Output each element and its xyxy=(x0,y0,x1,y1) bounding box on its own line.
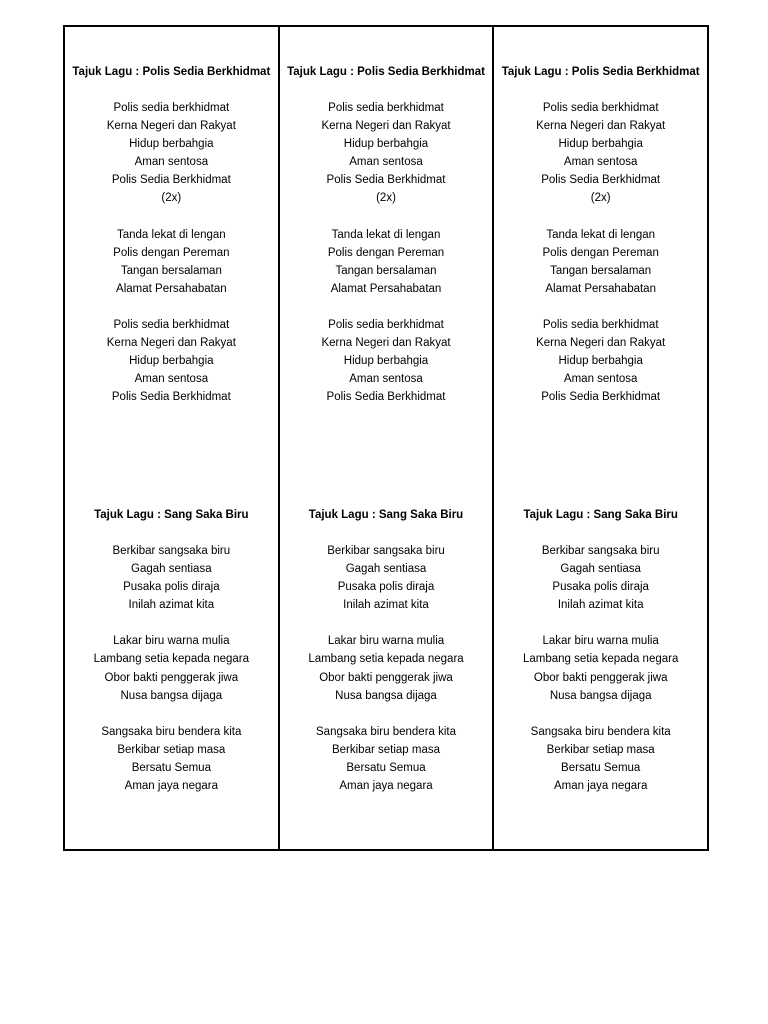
lyric-line: Aman jaya negara xyxy=(124,780,218,793)
lyric-line: Sangsaka biru bendera kita xyxy=(530,725,671,738)
song-title: Tajuk Lagu : Sang Saka Biru xyxy=(94,509,249,521)
lyric-line: Inilah azimat kita xyxy=(128,599,215,612)
lyric-line: Berkibar setiap masa xyxy=(331,743,441,756)
lyric-line: Aman sentosa xyxy=(134,156,209,169)
verse xyxy=(494,99,707,208)
lyric-line: Polis sedia berkhidmat xyxy=(542,318,659,331)
lyric-line: Aman sentosa xyxy=(563,156,638,169)
lyric-line: Hidup berbahgia xyxy=(558,138,643,151)
lyric-line: Obor bakti penggerak jiwa xyxy=(533,671,668,684)
verse xyxy=(494,316,707,406)
verse xyxy=(280,723,493,795)
lyric-line: Kerna Negeri dan Rakyat xyxy=(536,120,666,133)
lyric-line: Nusa bangsa dijaga xyxy=(120,689,223,702)
lyric-line: Polis Sedia Berkhidmat xyxy=(541,391,661,404)
verse xyxy=(280,542,493,614)
lyric-line: Bersatu Semua xyxy=(561,761,641,774)
lyric-line: Berkibar sangsaka biru xyxy=(327,545,445,557)
lyric-line: Gagah sentiasa xyxy=(560,563,641,576)
lyric-line: Pusaka polis diraja xyxy=(337,581,435,594)
song-block xyxy=(65,506,278,813)
lyric-line: Aman sentosa xyxy=(349,156,423,169)
lyric-line: Hidup berbahgia xyxy=(129,355,214,368)
lyric-line: Lakar biru warna mulia xyxy=(327,635,445,648)
lyric-line: Lambang setia kepada negara xyxy=(522,653,679,666)
lyric-line: Sangsaka biru bendera kita xyxy=(101,725,242,738)
lyric-line: Kerna Negeri dan Rakyat xyxy=(106,120,236,133)
lyric-line: Pusaka polis diraja xyxy=(552,581,649,594)
song-block xyxy=(280,63,493,424)
lyric-line: Lakar biru warna mulia xyxy=(113,635,230,648)
lyric-line: Polis dengan Pereman xyxy=(327,246,445,259)
lyric-line: (2x) xyxy=(590,192,611,205)
lyric-line: Berkibar setiap masa xyxy=(117,743,226,756)
lyric-line: Aman jaya negara xyxy=(339,780,433,793)
song-block xyxy=(494,63,707,424)
song-title: Tajuk Lagu : Polis Sedia Berkhidmat xyxy=(72,66,271,78)
lyric-line: Obor bakti penggerak jiwa xyxy=(104,671,239,684)
verse xyxy=(65,226,278,298)
verse xyxy=(280,632,493,704)
lyric-line: Lambang setia kepada negara xyxy=(93,653,250,666)
lyrics-column xyxy=(492,27,707,849)
verse xyxy=(494,723,707,795)
lyrics-column xyxy=(278,27,493,849)
lyric-line: Polis Sedia Berkhidmat xyxy=(326,174,446,187)
lyric-line: Tanda lekat di lengan xyxy=(331,228,441,241)
song-block xyxy=(65,63,278,424)
lyric-line: Polis Sedia Berkhidmat xyxy=(111,391,231,404)
lyric-line: Inilah azimat kita xyxy=(557,599,644,612)
verse xyxy=(494,632,707,704)
lyric-line: Aman jaya negara xyxy=(554,780,648,793)
lyric-line: Tangan bersalaman xyxy=(120,264,222,277)
lyric-line: Polis sedia berkhidmat xyxy=(328,102,444,114)
lyric-line: Polis sedia berkhidmat xyxy=(328,318,444,331)
lyric-line: Kerna Negeri dan Rakyat xyxy=(106,337,236,350)
lyric-line: Alamat Persahabatan xyxy=(545,282,656,295)
lyric-line: Nusa bangsa dijaga xyxy=(549,689,652,702)
lyric-line: Tanda lekat di lengan xyxy=(546,228,656,241)
verse xyxy=(280,316,493,406)
verse xyxy=(65,632,278,704)
lyric-line: Alamat Persahabatan xyxy=(330,282,442,295)
song-title: Tajuk Lagu : Polis Sedia Berkhidmat xyxy=(287,66,485,78)
lyric-line: (2x) xyxy=(376,192,396,205)
song-block xyxy=(494,506,707,813)
lyric-line: Berkibar sangsaka biru xyxy=(541,545,660,557)
lyrics-column xyxy=(65,27,278,849)
lyric-line: Tangan bersalaman xyxy=(550,264,652,277)
lyric-line: Pusaka polis diraja xyxy=(123,581,220,594)
song-title: Tajuk Lagu : Polis Sedia Berkhidmat xyxy=(501,66,700,78)
lyric-line: Polis sedia berkhidmat xyxy=(113,102,230,114)
lyric-line: Bersatu Semua xyxy=(131,761,211,774)
lyric-line: Polis Sedia Berkhidmat xyxy=(111,174,231,187)
lyric-line: Gagah sentiasa xyxy=(131,563,212,576)
song-title: Tajuk Lagu : Sang Saka Biru xyxy=(523,509,678,521)
lyric-line: Hidup berbahgia xyxy=(343,355,429,368)
verse xyxy=(280,99,493,208)
lyric-line: Lambang setia kepada negara xyxy=(308,653,464,666)
lyric-line: Hidup berbahgia xyxy=(129,138,214,151)
lyric-line: Obor bakti penggerak jiwa xyxy=(319,671,453,684)
song-block xyxy=(280,506,493,813)
lyric-line: Aman sentosa xyxy=(349,373,423,386)
verse xyxy=(280,226,493,298)
lyric-line: Kerna Negeri dan Rakyat xyxy=(321,337,451,350)
song-title: Tajuk Lagu : Sang Saka Biru xyxy=(308,509,464,521)
lyric-line: Kerna Negeri dan Rakyat xyxy=(536,337,666,350)
lyric-line: Nusa bangsa dijaga xyxy=(335,689,437,702)
lyric-line: Polis sedia berkhidmat xyxy=(113,318,230,331)
lyric-line: Tanda lekat di lengan xyxy=(116,228,226,241)
lyric-line: Aman sentosa xyxy=(563,373,638,386)
verse xyxy=(65,542,278,614)
lyric-line: Bersatu Semua xyxy=(346,761,426,774)
lyric-line: Tangan bersalaman xyxy=(335,264,437,277)
lyric-line: Polis Sedia Berkhidmat xyxy=(541,174,661,187)
lyric-line: Kerna Negeri dan Rakyat xyxy=(321,120,451,133)
lyrics-sheet xyxy=(63,25,709,851)
verse xyxy=(494,542,707,614)
lyric-line: Berkibar sangsaka biru xyxy=(112,545,231,557)
verse xyxy=(65,99,278,208)
lyric-line: Hidup berbahgia xyxy=(343,138,429,151)
lyric-line: Polis Sedia Berkhidmat xyxy=(326,391,446,404)
lyric-line: Polis dengan Pereman xyxy=(113,246,230,259)
lyric-line: Lakar biru warna mulia xyxy=(542,635,659,648)
lyric-line: Berkibar setiap masa xyxy=(546,743,655,756)
verse xyxy=(65,316,278,406)
lyric-line: Hidup berbahgia xyxy=(558,355,643,368)
lyric-line: Polis dengan Pereman xyxy=(542,246,659,259)
lyric-line: (2x) xyxy=(161,192,182,205)
lyric-line: Alamat Persahabatan xyxy=(116,282,227,295)
verse xyxy=(494,226,707,298)
lyric-line: Gagah sentiasa xyxy=(345,563,427,576)
lyric-line: Sangsaka biru bendera kita xyxy=(316,725,457,738)
lyric-line: Inilah azimat kita xyxy=(343,599,429,612)
lyric-line: Polis sedia berkhidmat xyxy=(542,102,659,114)
verse xyxy=(65,723,278,795)
lyric-line: Aman sentosa xyxy=(134,373,209,386)
